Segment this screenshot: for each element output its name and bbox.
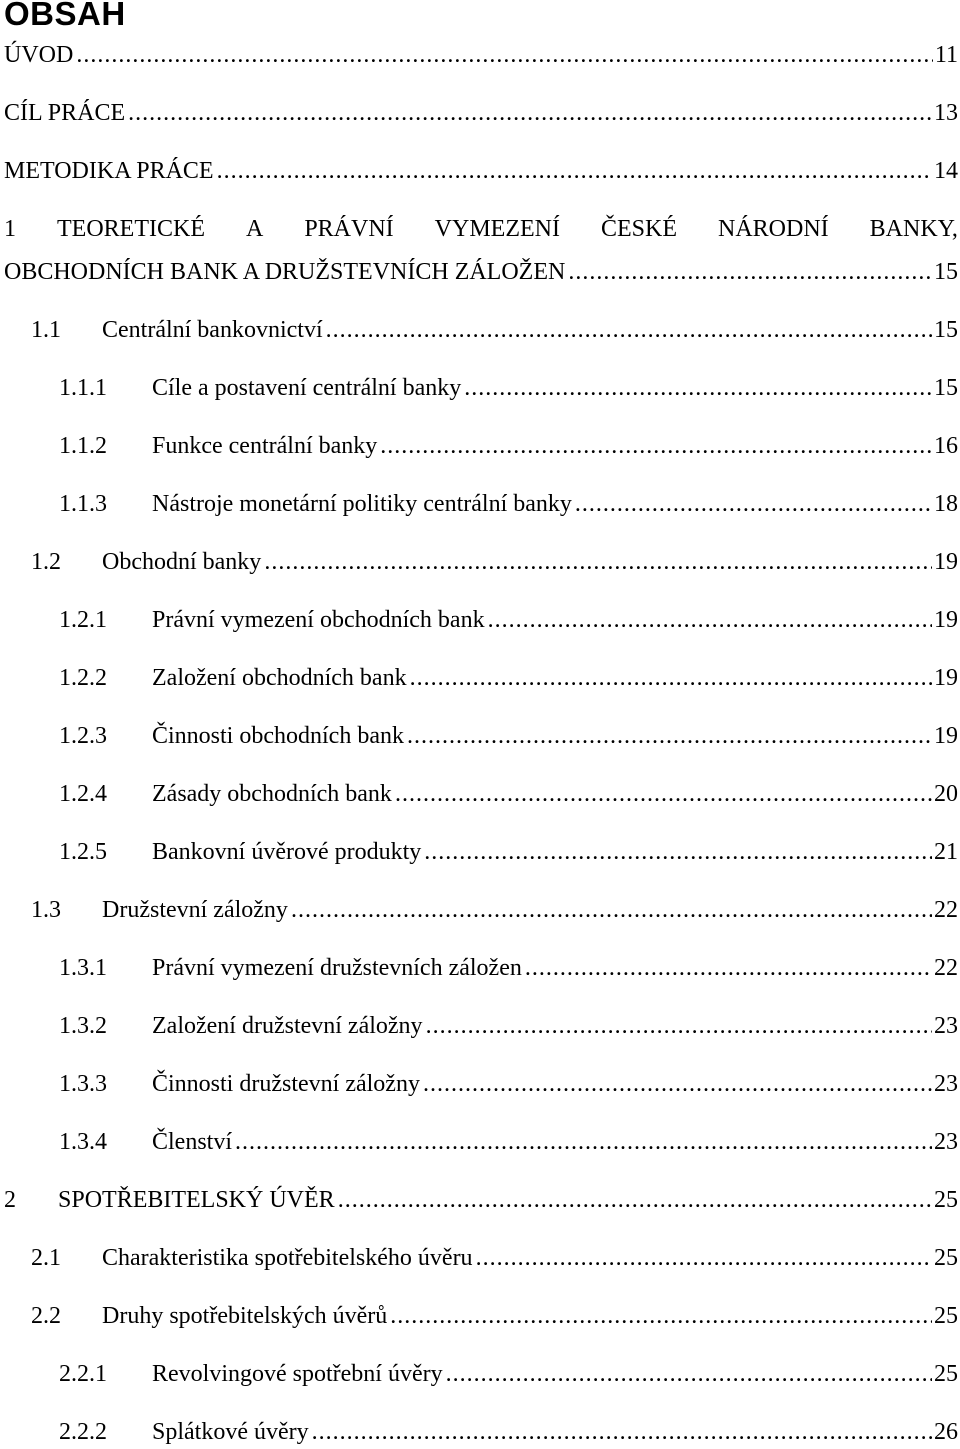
dot-leader bbox=[464, 373, 932, 403]
toc-entry-title: Revolvingové spotřební úvěry bbox=[152, 1361, 443, 1387]
title-word: PRÁVNÍ bbox=[304, 216, 394, 242]
toc-entry[interactable] bbox=[31, 315, 958, 345]
toc-entry-page: 22 bbox=[934, 897, 958, 923]
toc-entry-title: Bankovní úvěrové produkty bbox=[152, 839, 422, 865]
toc-entry[interactable] bbox=[59, 837, 958, 867]
toc-entry-number: 2.2.2 bbox=[59, 1419, 107, 1445]
toc-entry-title: Činnosti obchodních bank bbox=[152, 723, 404, 749]
toc-entry[interactable] bbox=[59, 953, 958, 983]
toc-entry-title: Cíle a postavení centrální banky bbox=[152, 375, 462, 401]
toc-entry-page: 25 bbox=[934, 1361, 958, 1387]
dot-leader bbox=[217, 156, 932, 186]
dot-leader bbox=[395, 779, 932, 809]
toc-entry-page: 26 bbox=[934, 1419, 958, 1445]
toc-entry-number: 1.1.3 bbox=[59, 491, 107, 517]
toc-entry-title: Právní vymezení družstevních záložen bbox=[152, 955, 522, 981]
toc-entry-page: 23 bbox=[934, 1071, 958, 1097]
toc-entry[interactable] bbox=[4, 1185, 958, 1215]
toc-entry[interactable] bbox=[59, 663, 958, 693]
dot-leader bbox=[575, 489, 932, 519]
toc-entry-number: 1.2.1 bbox=[59, 607, 107, 633]
toc-entry-page: 20 bbox=[934, 781, 958, 807]
toc-entry-title: Centrální bankovnictví bbox=[102, 317, 323, 343]
toc-entry-page: 25 bbox=[934, 1303, 958, 1329]
toc-entry[interactable] bbox=[59, 1417, 958, 1447]
toc-entry-page: 13 bbox=[934, 100, 958, 126]
toc-entry-title: ÚVOD bbox=[4, 42, 74, 68]
toc-entry[interactable] bbox=[31, 1301, 958, 1331]
dot-leader bbox=[423, 1069, 932, 1099]
toc-chapter-entry-line2[interactable] bbox=[4, 257, 958, 287]
toc-entry-number: 1.3.2 bbox=[59, 1013, 107, 1039]
dot-leader bbox=[426, 1011, 932, 1041]
dot-leader bbox=[128, 98, 932, 128]
dot-leader bbox=[446, 1359, 932, 1389]
toc-entry-page: 16 bbox=[934, 433, 958, 459]
toc-entry-number: 2.2.1 bbox=[59, 1361, 107, 1387]
dot-leader bbox=[476, 1243, 932, 1273]
toc-entry-title: Družstevní záložny bbox=[102, 897, 288, 923]
toc-entry-page: 21 bbox=[934, 839, 958, 865]
title-word: VYMEZENÍ bbox=[434, 216, 560, 242]
toc-chapter-title-line1 bbox=[4, 214, 958, 244]
toc-entry-page: 15 bbox=[934, 375, 958, 401]
toc-entry[interactable] bbox=[4, 40, 958, 70]
toc-entry-title: Zásady obchodních bank bbox=[152, 781, 392, 807]
title-word: BANKY, bbox=[869, 216, 958, 242]
toc-entry-page: 25 bbox=[934, 1245, 958, 1271]
dot-leader bbox=[76, 40, 933, 70]
toc-entry[interactable] bbox=[59, 373, 958, 403]
toc-entry[interactable] bbox=[4, 156, 958, 186]
toc-entry-number: 1.1.1 bbox=[59, 375, 107, 401]
dot-leader bbox=[390, 1301, 932, 1331]
toc-entry-number: 1.2.3 bbox=[59, 723, 107, 749]
dot-leader bbox=[568, 257, 932, 287]
toc-entry-page: 23 bbox=[934, 1129, 958, 1155]
toc-entry-title: Splátkové úvěry bbox=[152, 1419, 309, 1445]
toc-entry-page: 22 bbox=[934, 955, 958, 981]
toc-entry-title: Činnosti družstevní záložny bbox=[152, 1071, 420, 1097]
toc-entry-number: 1 bbox=[4, 216, 16, 242]
toc-entry-page: 19 bbox=[934, 665, 958, 691]
dot-leader bbox=[291, 895, 932, 925]
toc-entry-number: 1.2 bbox=[31, 549, 61, 575]
toc-entry-page: 23 bbox=[934, 1013, 958, 1039]
toc-entry-title: CÍL PRÁCE bbox=[4, 100, 126, 126]
toc-entry-title: Funkce centrální banky bbox=[152, 433, 378, 459]
dot-leader bbox=[326, 315, 932, 345]
toc-entry-number: 1.3.3 bbox=[59, 1071, 107, 1097]
toc-entry[interactable] bbox=[59, 1359, 958, 1389]
toc-entry-page: 19 bbox=[934, 549, 958, 575]
toc-entry-number: 2.1 bbox=[31, 1245, 61, 1271]
toc-entry-page: 15 bbox=[934, 317, 958, 343]
toc-entry-number: 1.3 bbox=[31, 897, 61, 923]
toc-entry-number: 1.2.4 bbox=[59, 781, 107, 807]
toc-entry-page: 15 bbox=[934, 259, 958, 285]
dot-leader bbox=[380, 431, 932, 461]
toc-entry-number: 1.1.2 bbox=[59, 433, 107, 459]
toc-entry-page: 18 bbox=[934, 491, 958, 517]
toc-entry-title: Právní vymezení obchodních bank bbox=[152, 607, 485, 633]
toc-entry[interactable] bbox=[31, 1243, 958, 1273]
toc-entry-title: Členství bbox=[152, 1129, 233, 1155]
dot-leader bbox=[410, 663, 932, 693]
toc-entry-number: 1.3.4 bbox=[59, 1129, 107, 1155]
toc-entry[interactable] bbox=[31, 895, 958, 925]
toc-entry-number: 1.3.1 bbox=[59, 955, 107, 981]
dot-leader bbox=[488, 605, 932, 635]
toc-entry-title: Druhy spotřebitelských úvěrů bbox=[102, 1303, 388, 1329]
dot-leader bbox=[424, 837, 932, 867]
dot-leader bbox=[235, 1127, 932, 1157]
toc-entry-title: Obchodní banky bbox=[102, 549, 262, 575]
title-word: A bbox=[245, 216, 264, 242]
toc-entry-title: Založení obchodních bank bbox=[152, 665, 407, 691]
toc-entry-number: 1.2.5 bbox=[59, 839, 107, 865]
toc-entry-number: 2 bbox=[4, 1187, 16, 1213]
toc-entry-title: SPOTŘEBITELSKÝ ÚVĚR bbox=[58, 1187, 335, 1213]
toc-entry-page: 11 bbox=[934, 42, 958, 68]
toc-entry-number: 2.2 bbox=[31, 1303, 61, 1329]
toc-entry[interactable] bbox=[59, 1069, 958, 1099]
toc-entry-number: 1.2.2 bbox=[59, 665, 107, 691]
toc-entry-title: METODIKA PRÁCE bbox=[4, 158, 214, 184]
toc-entry-number: 1.1 bbox=[31, 317, 61, 343]
toc-entry-title: Nástroje monetární politiky centrální banky bbox=[152, 491, 572, 517]
toc-entry-page: 25 bbox=[934, 1187, 958, 1213]
toc-entry[interactable] bbox=[4, 98, 958, 128]
title-word: ČESKÉ bbox=[600, 216, 677, 242]
title-word: TEORETICKÉ bbox=[57, 216, 205, 242]
toc-heading: OBSAH bbox=[4, 0, 126, 32]
dot-leader bbox=[338, 1185, 932, 1215]
dot-leader bbox=[312, 1417, 932, 1447]
toc-entry-title: Charakteristika spotřebitelského úvěru bbox=[102, 1245, 473, 1271]
toc-entry[interactable] bbox=[59, 605, 958, 635]
toc-entry-page: 19 bbox=[934, 607, 958, 633]
dot-leader bbox=[264, 547, 932, 577]
toc-entry[interactable] bbox=[59, 489, 958, 519]
toc-entry[interactable] bbox=[59, 721, 958, 751]
toc-entry[interactable] bbox=[59, 1127, 958, 1157]
toc-entry[interactable] bbox=[59, 431, 958, 461]
title-word: NÁRODNÍ bbox=[718, 216, 829, 242]
dot-leader bbox=[407, 721, 932, 751]
dot-leader bbox=[525, 953, 932, 983]
toc-entry-page: 14 bbox=[934, 158, 958, 184]
toc-entry-title: Založení družstevní záložny bbox=[152, 1013, 423, 1039]
toc-entry[interactable] bbox=[59, 1011, 958, 1041]
toc-entry[interactable] bbox=[31, 547, 958, 577]
toc-chapter-entry-line1[interactable] bbox=[4, 214, 958, 244]
toc-entry[interactable] bbox=[59, 779, 958, 809]
toc-entry-title: OBCHODNÍCH BANK A DRUŽSTEVNÍCH ZÁLOŽEN bbox=[4, 259, 566, 285]
toc-entry-page: 19 bbox=[934, 723, 958, 749]
